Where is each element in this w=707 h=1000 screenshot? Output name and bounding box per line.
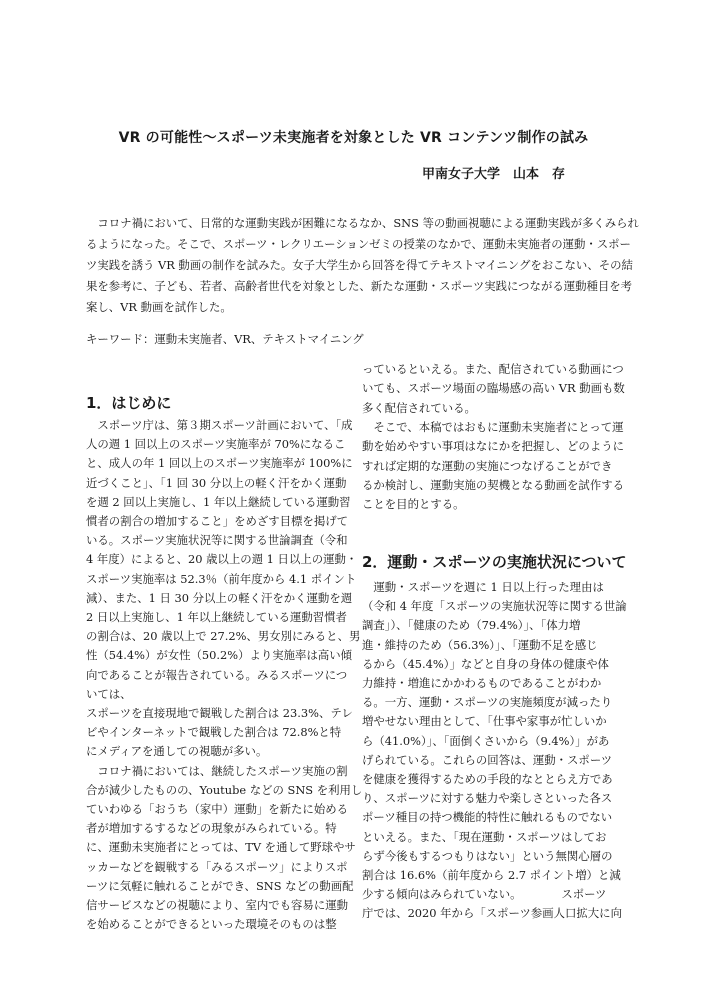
abstract [86,213,646,318]
body-text-line: 信サービスなどの視聴により、室内でも容易に運動 [86,898,348,912]
abstract-line: ツ実践を誘う VR 動画の制作を試みた。女子大学生から回答を得てテキストマイニングをおこない、その結 [86,258,633,272]
author-affiliation: 甲南女子大学 山本 存 [421,167,565,182]
body-text-line: ッカーなどを観戦する「みるスポーツ」によりスポ [86,859,348,874]
body-text-line: 慣者の割合の増加すること」をめざす目標を掲げて [86,514,348,528]
body-text-line: 力維持・増進にかかわるものであることがわか [362,676,602,690]
body-text-line: 人の週 1 回以上のスポーツ実施率が 70%になるこ [86,437,346,452]
body-text-line: らず今後もするつもりはない」という無関心層の [362,848,613,863]
body-text-line: ポーツ種目の持つ機能的特性に触れるものでない [362,810,613,825]
body-text-line: 減）、また、1 日 30 分以上の軽く汗をかく運動を週 [86,590,353,605]
section-1-heading: 1．はじめに [86,394,172,412]
body-text-line: いては、 [86,686,132,701]
keywords: キーワード：運動未実施者、VR、テキストマイニング [86,332,364,346]
body-text-line: るから（45.4%）」などと自身の身体の健康や体 [362,656,609,671]
body-text-line: ことを目的とする。 [362,497,465,512]
body-text-line: にメディアを通しての視聴が多い。 [86,744,268,759]
abstract-line: るようになった。そこで、スポーツ・レクリエーションゼミの授業のなかで、運動未実施者の運動・スポー [86,237,631,251]
body-text-line: を始めることができるといった環境そのものは整 [86,917,337,932]
body-text-line: すれば定期的な運動の実施につなげることができ [362,458,613,473]
body-text-line: 庁では、2020 年から「スポーツ参画人口拡大に向 [362,906,622,921]
body-text-line: 近づくこと」、「1 回 30 分以上の軽く汗をかく運動 [86,475,347,490]
abstract-line: 案し、VR 動画を試作した。 [86,300,232,314]
body-text-line: 者が増加するするなどの現象がみられている。特 [86,821,337,836]
body-text-line: り、スポーツに対する魅力や楽しさといった各ス [362,791,613,806]
body-text-line: 性（54.4%）が女性（50.2%）より実施率は高い傾 [86,648,353,663]
body-text-line: 多く配信されている。 [362,400,476,415]
body-text-line: 4 年度）によると、20 歳以上の週 1 日以上の運動・ [86,552,358,567]
body-text-line: ていわゆる「おうち（家中）運動」を新たに始める [86,802,348,816]
body-text-line: っているといえる。また、配信されている動画につ [362,362,624,376]
body-text-line: スポーツ実施率は 52.3％（前年度から 4.1 ポイント [86,571,357,586]
body-text-line: スポーツを直接現地で観戦した割合は 23.3%、テレ [86,706,353,720]
body-text-line: と、成人の年 1 回以上のスポーツ実施率が 100%に [86,456,353,471]
body-text-line: いても、スポーツ場面の臨場感の高い VR 動画も数 [362,381,625,396]
body-text-line: 少する傾向はみられていない。 スポーツ [362,887,607,902]
body-text-line: 割合は 16.6%（前年度から 2.7 ポイント増）と減 [362,868,621,882]
body-text-line: に、運動未実施者にとっては、TV を通して野球やサ [86,840,356,855]
body-text-line: 調査」）、「健康のため（79.4%）」、「体力増 [362,618,581,633]
body-text-line: といえる。また、「現在運動・スポーツはしてお [362,829,607,844]
body-text-line: 増やせない理由として、「仕事や家事が忙しいか [362,714,607,729]
body-text-line: 運動・スポーツを週に 1 日以上行った理由は [362,580,604,594]
body-text-line: る。一方、運動・スポーツの実施頻度が減ったり [362,695,613,710]
body-text-line: スポーツ庁は、第３期スポーツ計画において、「成 [86,418,353,432]
body-text-line: を健康を獲得するための手段的なととらえ方であ [362,772,613,786]
section-2-heading: 2．運動・スポーツの実施状況について [362,553,627,571]
body-text-line: ビやインターネットで観戦した割合は 72.8%と特 [86,725,342,740]
abstract-line: 果を参考に、子ども、若者、高齢者世代を対象とした、新たな運動・スポーツ実践につながる運動種目を考 [86,279,633,293]
body-text-line: コロナ禍においては、継続したスポーツ実施の割 [86,763,348,778]
body-text-line: ら（41.0%）」、「面倒くさいから（9.4%）」があ [362,733,610,748]
body-text-line: （令和 4 年度「スポーツの実施状況等に関する世論 [362,599,627,614]
body-text-line: るか検討し、運動実施の契機となる動画を試作する [362,477,624,492]
body-text-line: げられている。これらの回答は、運動・スポーツ [362,752,613,767]
body-text-line: 合が減少したものの、Youtube などの SNS を利用し [86,782,363,797]
body-text-line: 動を始めやすい事項はなにかを把握し、どのように [362,439,624,454]
paper-title: VR の可能性～スポーツ未実施者を対象とした VR コンテンツ制作の試み [118,130,589,146]
body-text-line: そこで、本稿ではおもに運動未実施者にとって運 [362,419,624,434]
body-text-line: の割合は、20 歳以上で 27.2%、男女別にみると、男 [86,629,361,644]
abstract-line: コロナ禍において、日常的な運動実践が困難になるなか、SNS 等の動画視聴による運動実践が多くみられ [86,216,639,230]
body-text-line: ーツに気軽に触れることができ、SNS などの動画配 [86,878,354,893]
body-text-line: 向であることが報告されている。みるスポーツにつ [86,667,348,682]
body-text-line: を週 2 回以上実施し、1 年以上継続している運動習 [86,494,351,509]
body-text-line: 2 日以上実施し、1 年以上継続している運動習慣者 [86,610,347,624]
body-text-line: いる。スポーツ実施状況等に関する世論調査（令和 [86,533,348,548]
body-text-line: 進・維持のため（56.3%）」、「運動不足を感じ [362,637,598,652]
